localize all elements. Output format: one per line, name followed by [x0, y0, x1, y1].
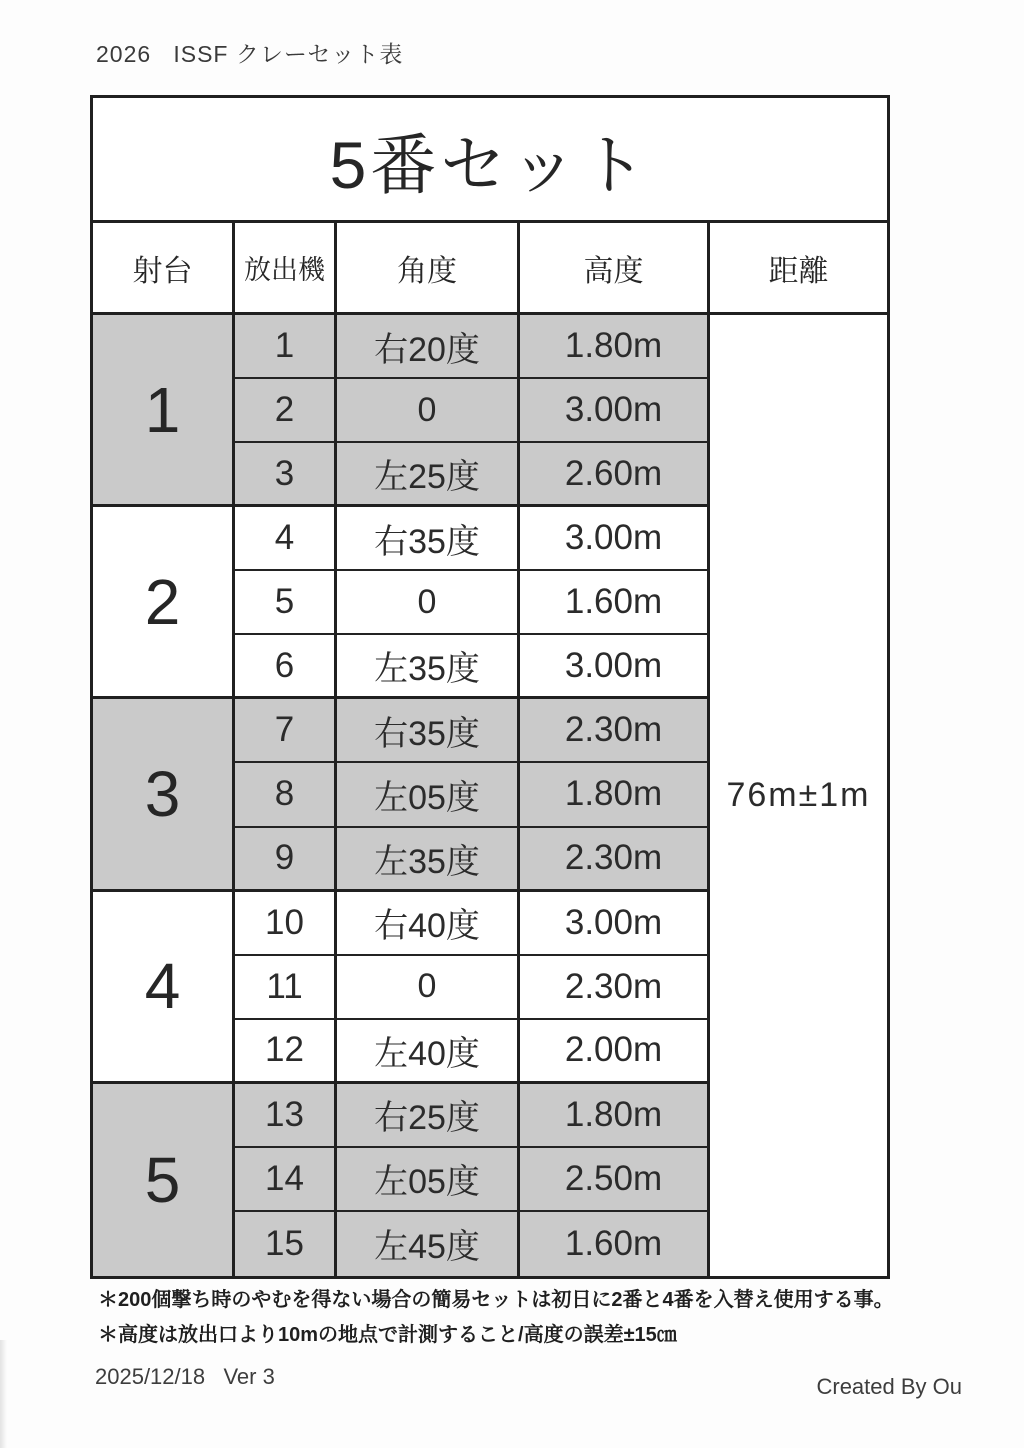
height-cell: 3.00m [520, 635, 710, 699]
height-cell: 1.80m [520, 763, 710, 827]
stand-cell-1: 1 [93, 315, 235, 507]
created-by: Created By Ou [816, 1374, 962, 1399]
height-cell: 2.00m [520, 1020, 710, 1084]
machine-cell: 7 [235, 699, 337, 763]
angle-cell: 左40度 [337, 1020, 520, 1084]
machine-cell: 9 [235, 828, 337, 892]
height-cell: 2.30m [520, 699, 710, 763]
clay-set-table [90, 95, 890, 1279]
stand-cell-4: 4 [93, 892, 235, 1084]
angle-cell: 左05度 [337, 1148, 520, 1212]
height-cell: 1.60m [520, 571, 710, 635]
angle-cell: 右25度 [337, 1084, 520, 1148]
machine-cell: 1 [235, 315, 337, 379]
machine-cell: 11 [235, 956, 337, 1020]
angle-cell: 右35度 [337, 507, 520, 571]
table-title: 5番セット [93, 98, 887, 223]
angle-cell: 右20度 [337, 315, 520, 379]
machine-cell: 4 [235, 507, 337, 571]
scan-edge-artifact [0, 1340, 7, 1448]
height-cell: 1.60m [520, 1212, 710, 1276]
height-cell: 1.80m [520, 315, 710, 379]
height-cell: 3.00m [520, 379, 710, 443]
machine-cell: 12 [235, 1020, 337, 1084]
angle-cell: 右35度 [337, 699, 520, 763]
column-header-distance: 距離 [710, 223, 887, 315]
machine-cell: 3 [235, 443, 337, 507]
height-cell: 1.80m [520, 1084, 710, 1148]
machine-cell: 10 [235, 892, 337, 956]
angle-cell: 左25度 [337, 443, 520, 507]
machine-cell: 14 [235, 1148, 337, 1212]
height-cell: 2.30m [520, 956, 710, 1020]
height-cell: 3.00m [520, 507, 710, 571]
machine-cell: 5 [235, 571, 337, 635]
machine-cell: 6 [235, 635, 337, 699]
column-header-angle: 角度 [337, 223, 520, 315]
document-header: 2026 ISSF クレーセット表 [96, 41, 404, 67]
height-cell: 2.60m [520, 443, 710, 507]
version-date: 2025/12/18 Ver 3 [95, 1364, 275, 1389]
angle-cell: 0 [337, 571, 520, 635]
angle-cell: 左35度 [337, 635, 520, 699]
angle-cell: 左05度 [337, 763, 520, 827]
angle-cell: 右40度 [337, 892, 520, 956]
stand-cell-3: 3 [93, 699, 235, 891]
machine-cell: 15 [235, 1212, 337, 1276]
column-header-stand: 射台 [93, 223, 235, 315]
angle-cell: 0 [337, 956, 520, 1020]
height-cell: 2.30m [520, 828, 710, 892]
angle-cell: 左45度 [337, 1212, 520, 1276]
machine-cell: 2 [235, 379, 337, 443]
machine-cell: 13 [235, 1084, 337, 1148]
column-header-height: 高度 [520, 223, 710, 315]
machine-cell: 8 [235, 763, 337, 827]
stand-cell-2: 2 [93, 507, 235, 699]
column-header-machine: 放出機 [235, 223, 337, 315]
angle-cell: 0 [337, 379, 520, 443]
footnote-simple-set: ＊200個撃ち時のやむを得ない場合の簡易セットは初日に2番と4番を入替え使用する事。 [98, 1289, 894, 1311]
footnote-height-measurement: ＊高度は放出口より10mの地点で計測すること/高度の誤差±15㎝ [98, 1324, 677, 1346]
stand-cell-5: 5 [93, 1084, 235, 1276]
height-cell: 3.00m [520, 892, 710, 956]
height-cell: 2.50m [520, 1148, 710, 1212]
angle-cell: 左35度 [337, 828, 520, 892]
distance-value-cell: 76m±1m [710, 315, 887, 1276]
